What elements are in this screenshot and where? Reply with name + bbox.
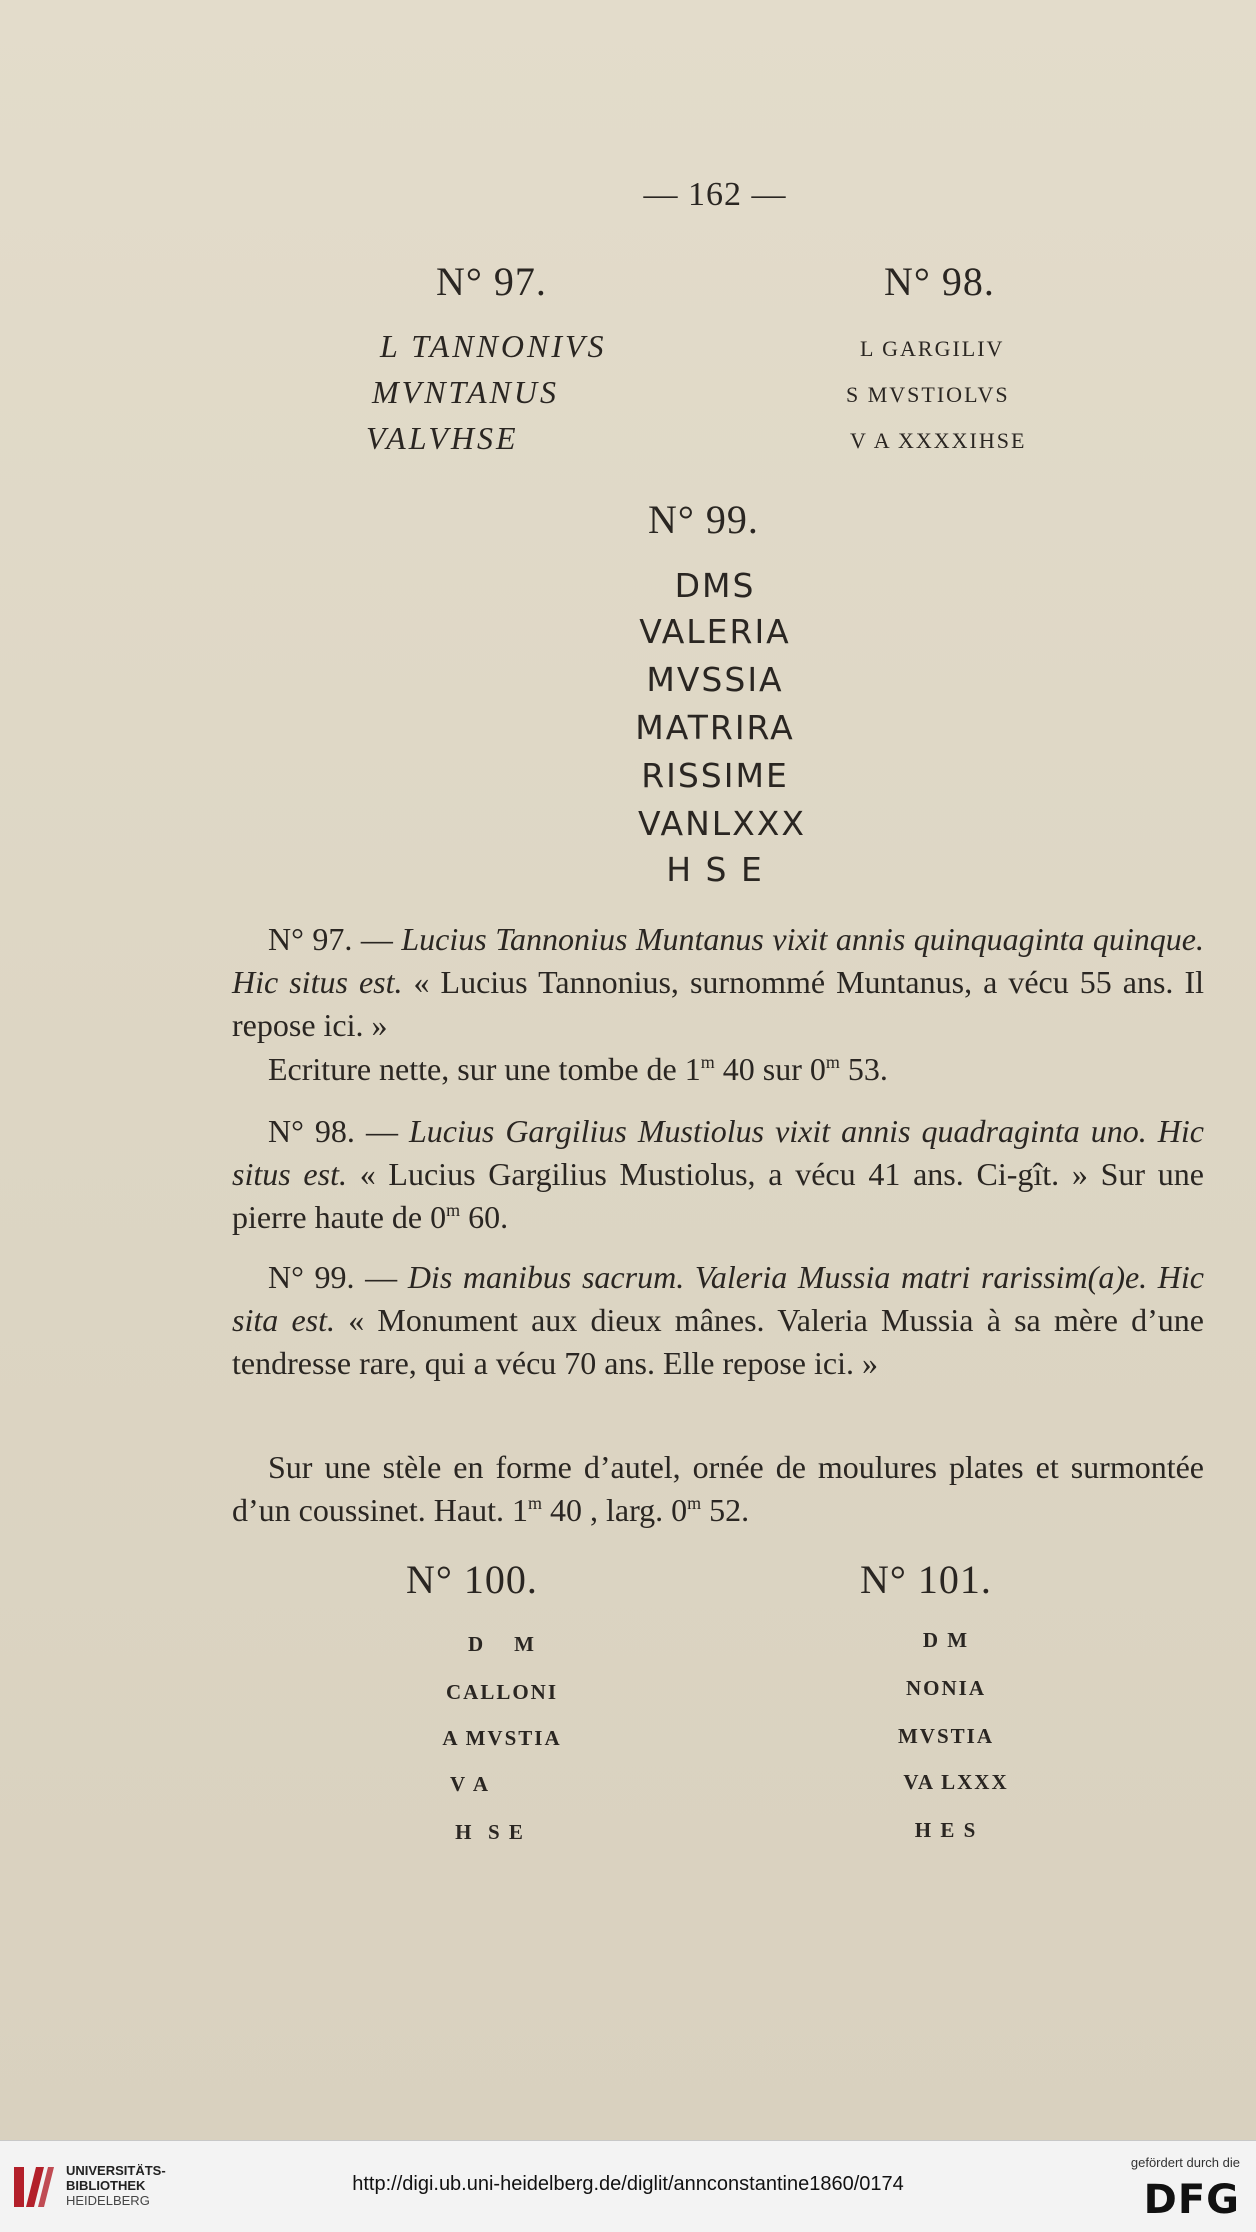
inscription-97-line-1: L TANNONIVS [380,328,607,364]
commentary-97-description: Ecriture nette, sur une tombe de 1$^m$ 40 sur 0$^m$ 53. [268,1051,888,1087]
inscription-98-line-1: L GARGILIV [860,336,1005,361]
commentary-97: N° 97. — Lucius Tannonius Muntanus vixit annis quinquaginta quinque. Hic situs est. « Lucius Tannonius, surnommé Muntanus, a vécu 55 ans. Il repose ici. » [232,921,1204,1043]
heading-no-101: N° 101. [860,1557,992,1602]
page-number: — 162 — [643,176,787,213]
commentary-98: N° 98. — Lucius Gargilius Mustiolus vixit annis quadraginta uno. Hic situs est. « Lucius Gargilius Mustiolus, a vécu 41 ans. Ci-gît. » Sur une pierre haute de 0$^m$ 60. [232,1113,1205,1235]
inscription-101-line-3: MVSTIA [897,1724,994,1748]
inscription-99-line-6: VANLXXX [638,804,806,843]
funding-note: gefördert durch die [1130,2155,1240,2170]
heading-no-98: N° 98. [884,259,995,304]
inscription-100-line-2: CALLONI [445,1680,559,1704]
inscription-97-line-3: VALVHSE [366,420,519,456]
library-name: UNIVERSITÄTS- BIBLIOTHEK HEIDELBERG [66,2163,166,2208]
inscription-98-line-3: V A XXXXIHSE [850,428,1027,453]
inscription-100-line-1: D M [468,1632,536,1656]
inscription-97-line-2: MVNTANUS [372,374,559,410]
inscription-99-line-3: MVSSIA [646,660,784,699]
inscription-99-line-7: H S E [666,850,764,889]
inscription-99-line-2: VALERIA [639,612,791,651]
inscription-99-line-1: DMS [674,566,756,605]
dfg-logo: DFG [1143,2177,1240,2223]
inscription-99-line-5: RISSIME [641,756,789,795]
inscription-101-line-5: H E S [914,1818,978,1842]
viewer-footer [0,2140,1256,2232]
inscription-100-line-4: V A [449,1772,491,1796]
inscription-101-line-1: D M [922,1628,970,1652]
inscription-100-line-5: H S E [455,1820,525,1844]
heading-no-99: N° 99. [648,497,759,542]
commentary-99-description: Sur une stèle en forme d’autel, ornée de moulures plates et surmontée d’un coussinet. Haut. 1$^m$ 40 , larg. 0$^m$ 52. [232,1449,1204,1528]
inscription-98-line-2: S MVSTIOLVS [846,382,1010,407]
commentary-99: N° 99. — Dis manibus sacrum. Valeria Mussia matri rarissim(a)e. Hic sita est. « Monument aux dieux mânes. Valeria Mussia à sa mère d’une tendresse rare, qui a vécu 70 ans. Elle repose ici. » [232,1259,1205,1381]
inscription-100-line-3: A MVSTIA [442,1726,562,1750]
heading-no-100: N° 100. [406,1557,538,1602]
inscription-101-line-2: NONIA [905,1676,986,1700]
inscription-101-line-4: VA LXXX [903,1770,1009,1794]
permalink-url[interactable]: http://digi.ub.uni-heidelberg.de/diglit/annconstantine1860/0174 [352,2173,904,2195]
heading-no-97: N° 97. [436,259,547,304]
inscription-99-line-4: MATRIRA [635,708,795,747]
